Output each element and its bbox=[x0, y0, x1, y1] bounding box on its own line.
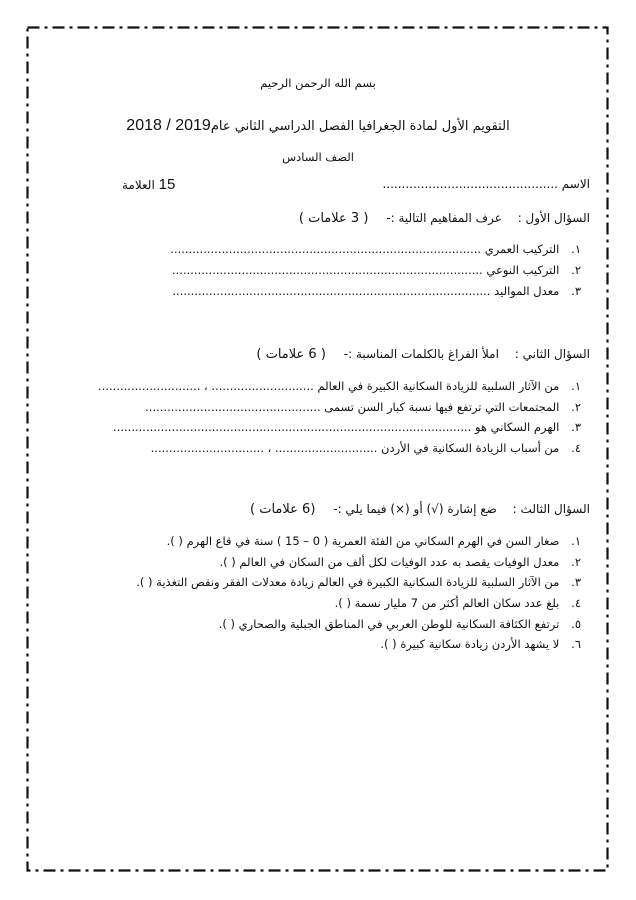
item-number: ١. bbox=[571, 242, 581, 256]
answer-blank[interactable]: ............................ ، ............................... bbox=[150, 441, 378, 455]
question-2-item bbox=[145, 400, 581, 414]
question-2-instruction: املأ الفراغ بالكلمات المناسبة :- bbox=[343, 347, 499, 361]
question-3-item bbox=[335, 596, 581, 610]
item-text[interactable]: لا يشهد الأردن زيادة سكانية كبيرة ( ). bbox=[380, 637, 560, 651]
item-text: معدل المواليد bbox=[494, 284, 560, 298]
question-3-item bbox=[380, 637, 581, 651]
question-3-label: السؤال الثالث : bbox=[512, 502, 590, 516]
question-2-item bbox=[113, 420, 581, 434]
item-text[interactable]: من الآثار السلبية للزيادة السكانية الكبيرة في العالم زيادة معدلات الفقر ونقص التغذية ( ). bbox=[136, 575, 560, 589]
question-3-item bbox=[219, 555, 581, 569]
item-text: التركيب العمري bbox=[484, 242, 560, 256]
question-3-item bbox=[219, 617, 581, 631]
item-text[interactable]: بلغ عدد سكان العالم أكثر من 7 مليار نسمة ( ). bbox=[334, 596, 560, 610]
question-3-title bbox=[250, 502, 590, 517]
question-3-instruction: ضع إشارة (√) أو (×) فيما يلي :- bbox=[333, 502, 497, 516]
question-2-label: السؤال الثاني : bbox=[514, 347, 590, 361]
question-3-marks: (6 علامات ) bbox=[250, 502, 316, 517]
answer-blank[interactable]: ............................ ، ............................ bbox=[98, 379, 314, 393]
item-number: ٢. bbox=[571, 555, 581, 569]
item-text[interactable]: صغار السن في الهرم السكاني من الفئة العمرية ( 0 – 15 ) سنة في قاع الهرم ( ). bbox=[166, 534, 560, 548]
item-number: ٥. bbox=[571, 617, 581, 631]
question-1-label: السؤال الأول : bbox=[517, 211, 590, 225]
item-text: التركيب النوعي bbox=[486, 263, 560, 277]
item-text[interactable]: ترتفع الكثافة السكانية للوطن العربي في المناطق الجبلية والصحاري ( ). bbox=[218, 617, 560, 631]
answer-blank[interactable]: ..................................................................................... bbox=[170, 242, 482, 256]
exam-title bbox=[0, 117, 636, 135]
item-number: ٣. bbox=[571, 284, 581, 298]
name-field[interactable]: .............................................. bbox=[382, 177, 558, 191]
item-number: ٤. bbox=[571, 441, 581, 455]
item-text: المجتمعات التي ترتفع فيها نسبة كبار السن تسمى bbox=[324, 400, 560, 414]
exam-title-text: التقويم الأول لمادة الجغرافيا الفصل الدراسي الثاني عام bbox=[210, 119, 510, 134]
question-2-marks: ( 6 علامات ) bbox=[256, 347, 326, 362]
student-name-row bbox=[382, 177, 590, 191]
question-2-item bbox=[151, 441, 581, 455]
item-text[interactable]: معدل الوفيات يقصد به عدد الوفيات لكل ألف من السكان في العالم ( ). bbox=[219, 555, 560, 569]
total-mark-row bbox=[88, 176, 175, 193]
question-1-item bbox=[170, 242, 581, 256]
answer-blank[interactable]: ................................................ bbox=[145, 400, 321, 414]
question-2-title bbox=[256, 347, 590, 362]
item-number: ٣. bbox=[571, 420, 581, 434]
question-1-title bbox=[299, 211, 590, 226]
question-3-item bbox=[136, 575, 581, 589]
item-number: ٦. bbox=[571, 637, 581, 651]
question-2-item bbox=[98, 379, 581, 393]
item-text: من الآثار السلبية للزيادة السكانية الكبيرة في العالم bbox=[317, 379, 560, 393]
item-number: ٣. bbox=[571, 575, 581, 589]
basmala: بسم الله الرحمن الرحيم bbox=[260, 76, 376, 90]
total-mark-label: العلامة bbox=[122, 178, 155, 192]
answer-blank[interactable]: ..................................................................................... bbox=[171, 263, 483, 277]
exam-year: 2018 / 2019 bbox=[126, 117, 211, 134]
item-number: ٢. bbox=[571, 400, 581, 414]
question-1-item bbox=[172, 284, 581, 298]
name-label: الاسم bbox=[561, 177, 590, 191]
total-mark-value: 15 bbox=[158, 176, 176, 193]
item-number: ٢. bbox=[571, 263, 581, 277]
question-3-item bbox=[167, 534, 581, 548]
answer-blank[interactable]: .................................................................................................. bbox=[113, 420, 472, 434]
question-1-instruction: عرف المفاهيم التالية :- bbox=[386, 211, 502, 225]
item-text: من أسباب الزيادة السكانية في الأردن bbox=[381, 441, 560, 455]
grade-level: الصف السادس bbox=[282, 150, 354, 164]
item-number: ٤. bbox=[571, 596, 581, 610]
question-1-marks: ( 3 علامات ) bbox=[298, 211, 369, 226]
item-number: ١. bbox=[571, 379, 581, 393]
answer-blank[interactable]: ....................................................................................... bbox=[172, 284, 491, 298]
item-number: ١. bbox=[571, 534, 581, 548]
item-text: الهرم السكاني هو bbox=[474, 420, 560, 434]
question-1-item bbox=[172, 263, 581, 277]
